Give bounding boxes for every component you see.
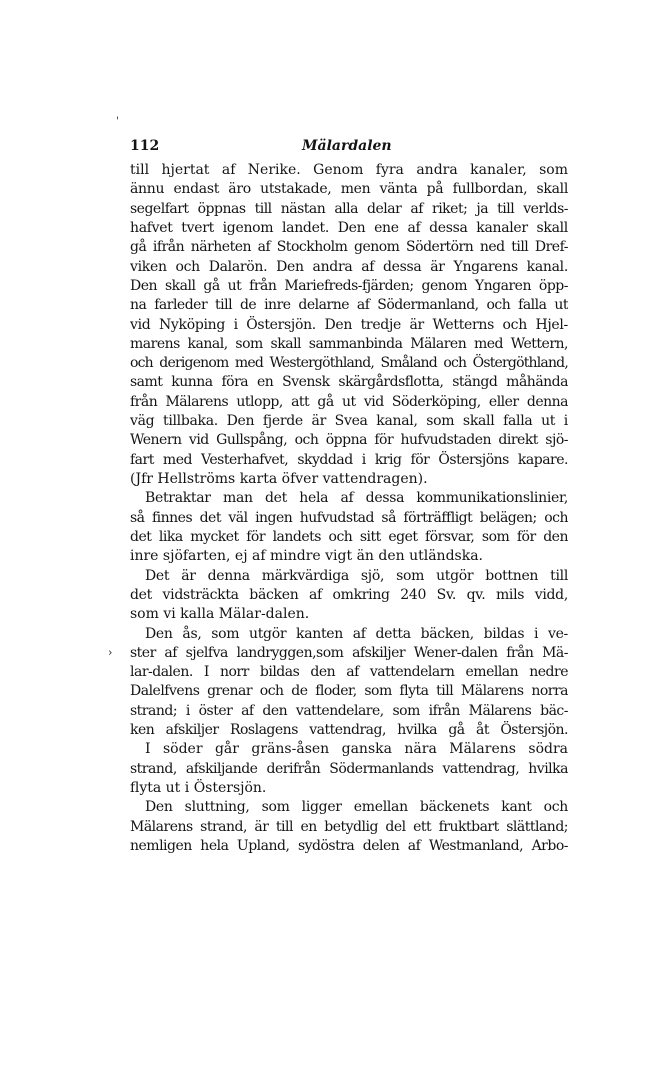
text-line: som vi kalla Mälar-dalen. (130, 606, 310, 623)
text-line: samt kunna föra en Svensk skärgårdsflotta, stängd måhända (130, 374, 568, 391)
text-line: till hjertat af Nerike. Genom fyra andra kanaler, som (130, 162, 568, 178)
text-line: viken och Dalarön. Den andra af dessa är Yngarens kanal. (130, 258, 568, 275)
text-line: nemligen hela Upland, sydöstra delen af Westmanland, Arbo- (130, 837, 568, 854)
text-line: Betraktar man det hela af dessa kommunikationslinier, (145, 490, 568, 507)
text-line: I söder går gräns-åsen ganska nära Mälarens södra (145, 741, 568, 758)
text-line: marens kanal, som skall sammanbinda Mälaren med Wettern, (130, 335, 568, 352)
text-line: Mälarens strand, är till en betydlig del ett fruktbart slättland; (130, 818, 568, 835)
text-line: flyta ut i Östersjön. (130, 780, 267, 796)
text-line: Wenern vid Gullspång, och öppna för hufvudstaden direkt sjö- (130, 432, 568, 449)
text-line: ännu endast äro utstakade, men vänta på fullbordan, skall (130, 181, 568, 198)
text-line: ster af sjelfva landryggen,som afskiljer Wener-dalen från Mä- (130, 644, 568, 661)
text-line: vid Nyköping i Östersjön. Den tredje är Wetterns och Hjel- (130, 316, 568, 333)
text-line: segelfart öppnas till nästan alla delar af riket; ja till verlds- (130, 200, 568, 217)
text-line: inre sjöfarten, ej af mindre vigt än den utländska. (130, 548, 484, 565)
text-line: Den sluttning, som ligger emellan bäckenets kant och (145, 799, 568, 816)
text-line: fart med Vesterhafvet, skyddad i krig för Östersjöns kapare. (130, 451, 568, 468)
text-line: strand; i öster af den vattendelare, som ifrån Mälarens bäc- (130, 702, 568, 719)
text-line: strand, afskiljande derifrån Södermanlands vattendrag, hvilka (130, 760, 568, 777)
text-line: Dalelfvens grenar och de floder, som flyta till Mälarens norra (130, 683, 568, 700)
text-line: (Jfr Hellströms karta öfver vattendragen). (130, 471, 428, 487)
text-line: så finnes det väl ingen hufvudstad så förträffligt belägen; och (130, 509, 568, 526)
text-line: Den skall gå ut från Mariefreds-fjärden; genom Yngaren öpp- (130, 277, 568, 294)
text-line: na farleder till de inre delarne af Södermanland, och falla ut (130, 297, 568, 314)
body-text (130, 161, 568, 856)
margin-arrow-mark: › (108, 646, 113, 659)
text-line: och derigenom med Westergöthland, Småland och Östergöthland, (130, 355, 568, 372)
text-line: gå ifrån närheten af Stockholm genom Södertörn ned till Dref- (130, 239, 568, 256)
text-line: Den ås, som utgör kanten af detta bäcken, bildas i ve- (145, 625, 568, 642)
page-number: 112 (130, 138, 160, 154)
running-head: Mälardalen (302, 138, 392, 154)
text-line: väg tillbaka. Den fjerde är Svea kanal, som skall falla ut i (130, 413, 568, 430)
margin-mark: ' (116, 116, 119, 127)
text-line: det vidsträckta bäcken af omkring 240 Sv. qv. mils vidd, (130, 586, 568, 603)
text-line: det lika mycket för landets och sitt eget försvar, som för den (130, 528, 568, 545)
text-line: ken afskiljer Roslagens vattendrag, hvilka gå åt Östersjön. (130, 722, 568, 739)
text-line: Det är denna märkvärdiga sjö, som utgör bottnen till (145, 567, 568, 584)
text-line: lar-dalen. I norr bildas den af vattendelarn emellan nedre (130, 664, 568, 681)
page-header (130, 138, 568, 158)
text-line: från Mälarens utlopp, att gå ut vid Söderköping, eller denna (130, 393, 568, 410)
text-line: hafvet tvert igenom landet. Den ene af dessa kanaler skall (130, 219, 568, 236)
